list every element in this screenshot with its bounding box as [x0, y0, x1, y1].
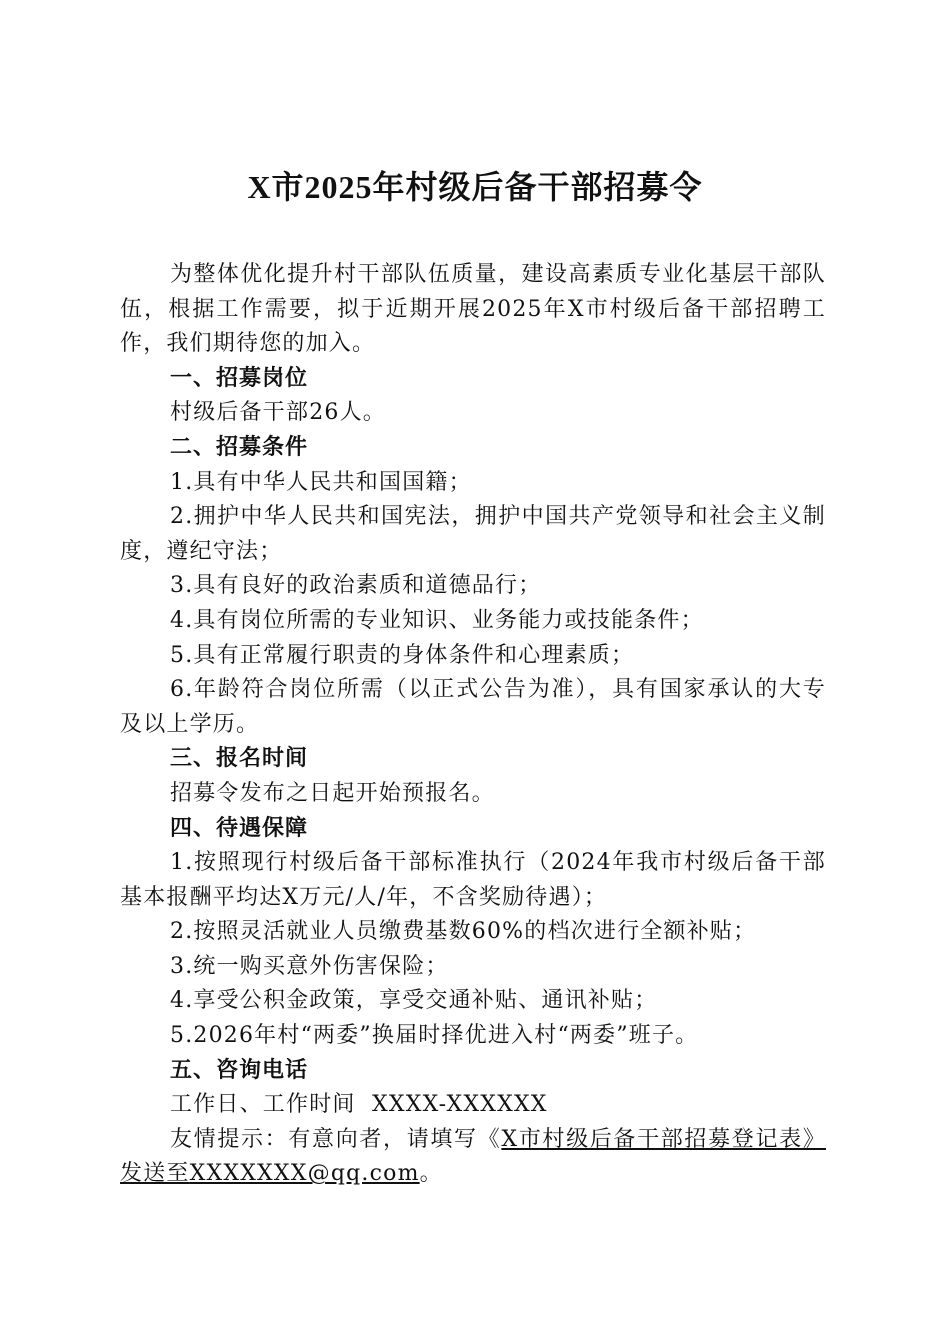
benefit-item: 3.统一购买意外伤害保险；: [170, 953, 449, 979]
document-title: X市2025年村级后备干部招募令: [247, 169, 703, 205]
section-heading-time: 三、报名时间: [170, 746, 309, 772]
intro-paragraph: 为整体优化提升村干部队伍质量，建设高素质专业化基层干部队伍，根据工作需要，拟于近期开展2025年X市村级后备干部招聘工作，我们期待您的加入。: [120, 262, 826, 357]
email-link[interactable]: XXXXXXX@qq.com: [189, 1161, 420, 1187]
section-heading-positions: 一、招募岗位: [170, 365, 309, 391]
condition-item: 4.具有岗位所需的专业知识、业务能力或技能条件；: [170, 607, 704, 633]
condition-item: 2.拥护中华人民共和国宪法，拥护中国共产党领导和社会主义制度，遵纪守法；: [120, 504, 826, 564]
contact-tip: [120, 1123, 826, 1192]
time-text: 招募令发布之日起开始预报名。: [170, 780, 495, 806]
positions-text: 村级后备干部26人。: [170, 400, 386, 426]
section-heading-contact: 五、咨询电话: [170, 1057, 309, 1083]
contact-phone-line: 工作日、工作时间 XXXX-XXXXXX: [170, 1092, 548, 1118]
benefit-item: 2.按照灵活就业人员缴费基数60%的档次进行全额补贴；: [170, 919, 757, 945]
condition-item: 1.具有中华人民共和国国籍；: [170, 469, 472, 495]
benefit-item: 1.按照现行村级后备干部标准执行（2024年我市村级后备干部基本报酬平均达X万元/人/年，不含奖励待遇）；: [120, 850, 826, 910]
benefit-item: 4.享受公积金政策，享受交通补贴、通讯补贴；: [170, 988, 658, 1014]
registration-form-link[interactable]: X市村级后备干部招募登记表》发送至: [120, 1126, 826, 1187]
tip-prefix: 友情提示：有意向者，请填写《: [170, 1126, 502, 1152]
section-heading-benefits: 四、待遇保障: [170, 815, 309, 841]
benefit-item: 5.2026年村“两委”换届时择优进入村“两委”班子。: [170, 1023, 699, 1049]
condition-item: 5.具有正常履行职责的身体条件和心理素质；: [170, 642, 635, 668]
section-heading-conditions: 二、招募条件: [170, 434, 309, 460]
tip-suffix: 。: [419, 1161, 443, 1187]
document-body: [120, 258, 826, 1192]
condition-item: 6.年龄符合岗位所需（以正式公告为准），具有国家承认的大专及以上学历。: [120, 677, 826, 737]
condition-item: 3.具有良好的政治素质和道德品行；: [170, 573, 542, 599]
